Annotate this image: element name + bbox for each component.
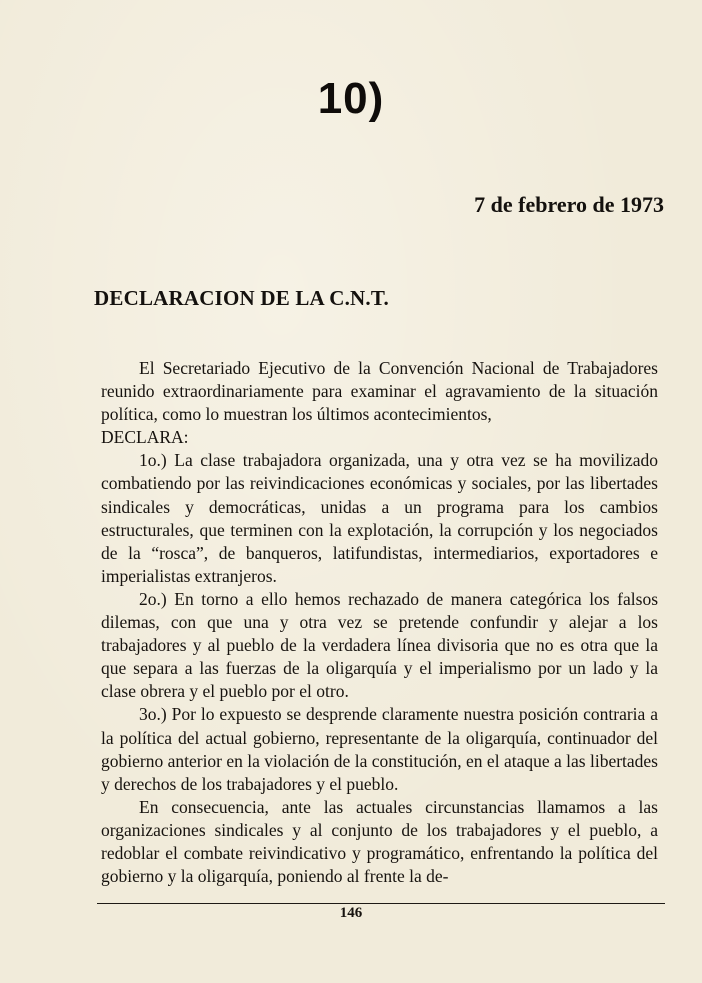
document-date: 7 de febrero de 1973 <box>474 192 664 217</box>
chapter-number: 10) <box>317 74 385 123</box>
paragraph-consequence: En consecuencia, ante las actuales circunstancias llamamos a las organizaciones sindicales y al conjunto de los trabajadores y el pueblo, a redoblar el combate reivindicativo y programático, enfrentando la política del gobierno y la oligarquía, poniendo al frente la de- <box>101 796 658 887</box>
paragraph-point-3: 3o.) Por lo expuesto se desprende claramente nuestra posición contraria a la política del actual gobierno, representante de la oligarquía, continuador del gobierno anterior en la violación de la constitución, en el ataque a las libertades y derechos de los trabajadores y el pueblo. <box>101 704 658 794</box>
page-number: 146 <box>339 905 363 921</box>
paragraph-point-1: 1o.) La clase trabajadora organizada, una y otra vez se ha movilizado combatiendo por las reivindicaciones económicas y sociales, por las libertades sindicales y democráticas, unidas a un programa para los cambios estructurales, que terminen con la explotación, la corrupción y los negociados de la “rosca”, de banqueros, latifundistas, intermediarios, exportadores e imperialistas extranjeros. <box>101 450 658 586</box>
document-heading: DECLARACION DE LA C.N.T. <box>94 286 389 310</box>
paragraph-intro: El Secretariado Ejecutivo de la Convención Nacional de Trabajadores reunido extraordinariamente para examinar el agravamiento de la situación política, como lo muestran los últimos acontecimientos, <box>101 358 658 425</box>
paragraph-point-2: 2o.) En torno a ello hemos rechazado de manera categórica los falsos dilemas, con que una y otra vez se pretende confundir y alejar a los trabajadores y al pueblo de la verdadera línea divisoria que no es otra que la que separa a las fuerzas de la oligarquía y el imperialismo por un lado y la clase obrera y el pueblo por el otro. <box>101 588 658 702</box>
body-text <box>101 357 658 888</box>
paragraph-declara: DECLARA: <box>101 427 189 448</box>
footer-rule <box>97 903 665 904</box>
